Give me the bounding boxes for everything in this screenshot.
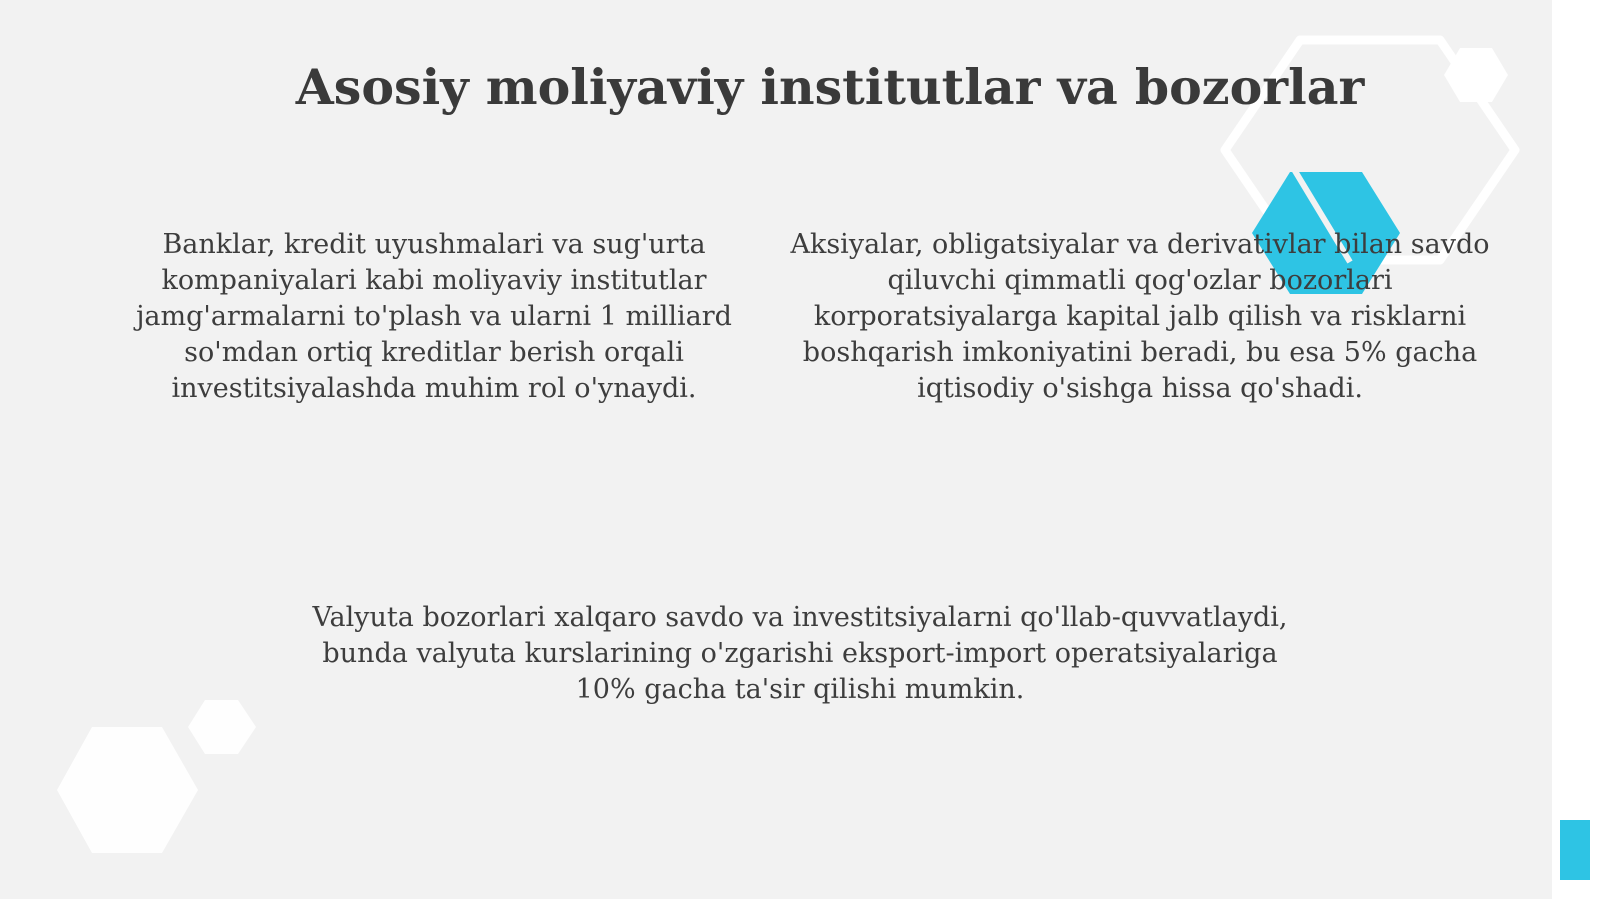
slide-title: Asosiy moliyaviy institutlar va bozorlar: [295, 58, 1365, 116]
scrollbar-thumb[interactable]: [1560, 820, 1590, 880]
hexagon-white-icon: [188, 700, 256, 754]
hexagon-white-icon: [57, 727, 198, 853]
paragraph-financial-institutions: Banklar, kredit uyushmalari va sug'urta kompaniyalari kabi moliyaviy institutlar jamg'armalarni to'plash va ularni 1 milliard so'mdan ortiq kreditlar berish orqali investitsiyalashda muhim rol o'ynaydi.: [136, 229, 732, 404]
paragraph-currency-markets: Valyuta bozorlari xalqaro savdo va investitsiyalarni qo'llab-quvvatlaydi, bunda valyuta kurslarining o'zgarishi eksport-import operatsiyalariga 10% gacha ta'sir qilishi mumkin.: [312, 602, 1288, 705]
scrollbar-track[interactable]: [1552, 0, 1600, 899]
paragraph-securities-markets: Aksiyalar, obligatsiyalar va derivativlar bilan savdo qiluvchi qimmatli qog'ozlar bozorlari korporatsiyalarga kapital jalb qilish va risklarni boshqarish imkoniyatini beradi, bu esa 5% gacha iqtisodiy o'sishga hissa qo'shadi.: [790, 229, 1490, 404]
